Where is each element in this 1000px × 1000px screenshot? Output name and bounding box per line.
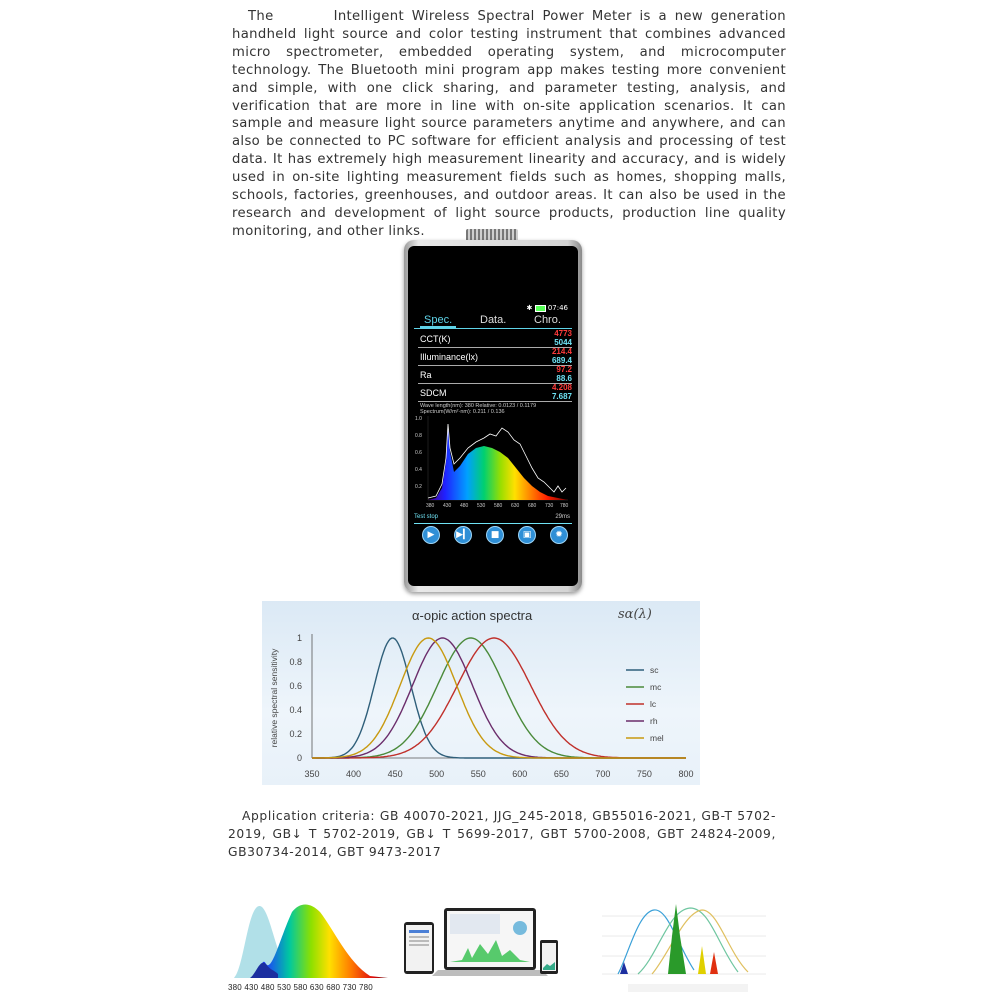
series-line-rh bbox=[312, 638, 686, 758]
x-tick-label: 700 bbox=[595, 769, 611, 779]
reading-value-1: 97.2 bbox=[556, 365, 572, 374]
reading-label: Ra bbox=[420, 370, 432, 380]
save-icon[interactable]: ▣ bbox=[518, 526, 536, 544]
legend-label-mc: mc bbox=[650, 682, 662, 692]
reading-row-sdcm bbox=[418, 384, 572, 402]
plot-xtick: 630 bbox=[511, 503, 520, 509]
criteria-text: Application criteria: GB 40070-2021, JJG_245-2018, GB55016-2021, GB-T 5702-2019, GB↓ T 5702-2019, GB↓ T 5699-2017, GBT 5700-2008, GBT 24824-2009, GB30734-2014, GBT 9473-2017 bbox=[228, 809, 776, 859]
integration-time: 29ms bbox=[555, 514, 570, 520]
tab-spec[interactable]: Spec. bbox=[424, 314, 453, 326]
reading-row-cct bbox=[418, 330, 572, 348]
plot-xtick: 430 bbox=[443, 503, 452, 509]
y-axis-label: relative spectral sensitivity bbox=[269, 648, 279, 748]
plot-xtick: 480 bbox=[460, 503, 469, 509]
plot-xtick: 530 bbox=[477, 503, 486, 509]
x-tick-label: 500 bbox=[429, 769, 445, 779]
plot-xtick: 580 bbox=[494, 503, 503, 509]
plot-ytick: 0.6 bbox=[415, 450, 422, 456]
reading-value-2: 7.687 bbox=[551, 392, 572, 401]
plot-ytick: 0.4 bbox=[415, 467, 422, 473]
series-line-sc bbox=[312, 638, 686, 758]
y-tick-label: 0.8 bbox=[289, 657, 302, 667]
plot-xlabels bbox=[426, 503, 569, 509]
x-tick-label: 550 bbox=[470, 769, 486, 779]
reading-value-1: 4773 bbox=[554, 329, 572, 338]
test-status: Test stop bbox=[414, 514, 439, 520]
plot-xtick: 680 bbox=[528, 503, 537, 509]
x-tick-label: 750 bbox=[636, 769, 652, 779]
bluetooth-icon: ✱ bbox=[526, 304, 533, 312]
status-time: 07:46 bbox=[547, 304, 568, 312]
x-tick-label: 650 bbox=[553, 769, 569, 779]
legend-label-rh: rh bbox=[650, 716, 658, 726]
opic-chart-title: α-opic action spectra bbox=[412, 608, 533, 623]
reading-row-illuminance bbox=[418, 348, 572, 366]
plot-xtick: 730 bbox=[545, 503, 554, 509]
thumb-devices-image bbox=[402, 904, 562, 984]
tab-data[interactable]: Data. bbox=[480, 314, 507, 326]
y-tick-label: 0.4 bbox=[289, 705, 302, 715]
reading-value-2: 88.6 bbox=[556, 374, 572, 383]
legend-label-sc: sc bbox=[650, 665, 659, 675]
thumb-opic-comparison bbox=[598, 896, 770, 996]
y-tick-label: 0.6 bbox=[289, 681, 302, 691]
device-button-row bbox=[418, 526, 572, 544]
plot-xtick: 380 bbox=[426, 503, 435, 509]
x-tick-label: 350 bbox=[304, 769, 320, 779]
thumb-spectrum-axis: 380 430 480 530 580 630 680 730 780 bbox=[228, 983, 373, 992]
reading-row-ra bbox=[418, 366, 572, 384]
plot-ylabels bbox=[415, 416, 422, 490]
opic-chart-svg bbox=[262, 601, 700, 785]
plot-xtick: 780 bbox=[560, 503, 569, 509]
y-tick-label: 0 bbox=[296, 753, 302, 763]
status-bar bbox=[526, 304, 568, 312]
stop-icon[interactable]: ■ bbox=[486, 526, 504, 544]
plot-ytick: 1.0 bbox=[415, 416, 422, 422]
plot-ytick: 0.2 bbox=[415, 484, 422, 490]
x-tick-label: 450 bbox=[387, 769, 403, 779]
battery-icon bbox=[535, 305, 546, 312]
reading-label: SDCM bbox=[420, 388, 447, 398]
intro-text: Intelligent Wireless Spectral Power Meter is a new generation handheld light source and color testing instrument that combines advanced micro spectrometer, embedded operating system, and microcomputer technology. The Bluetooth mini program app makes testing more convenient and simple, with one click sharing, and parameter testing, analysis, and verification that are more in line with on-site application scenarios. It can sample and measure light source parameters anytime and anywhere, and can also be connected to PC software for efficient analysis and processing of test data. It has extremely high measurement linearity and accuracy, and is widely used in on-site lighting measurement fields such as homes, shopping malls, schools, factories, greenhouses, and outdoor areas. It can also be used in the research and development of light source products, production line quality monitoring, and other links. bbox=[232, 9, 786, 239]
y-tick-label: 0.2 bbox=[289, 729, 302, 739]
device-tabs bbox=[414, 314, 572, 329]
series-line-lc bbox=[312, 638, 686, 758]
thumb-spectrum-image bbox=[230, 898, 392, 994]
series-line-mc bbox=[312, 638, 686, 758]
reading-label: CCT(K) bbox=[420, 334, 451, 344]
intro-the: The bbox=[248, 9, 274, 24]
legend-label-mel: mel bbox=[650, 733, 664, 743]
device-screen bbox=[408, 246, 578, 586]
tab-chro[interactable]: Chro. bbox=[534, 314, 561, 326]
application-criteria bbox=[228, 808, 776, 862]
opic-chart bbox=[262, 601, 700, 785]
x-tick-label: 800 bbox=[678, 769, 694, 779]
spectrum-info-line-1: Wave length(nm): 380 Relative: 0.0123 / 0.1179 bbox=[420, 403, 537, 409]
x-tick-label: 600 bbox=[512, 769, 528, 779]
series-line-mel bbox=[312, 638, 686, 758]
reading-value-2: 5044 bbox=[554, 338, 572, 347]
spectrum-info-line-2: Spectrum(W/m²·nm): 0.211 / 0.136 bbox=[420, 409, 505, 415]
device-bottom-bar bbox=[414, 514, 572, 524]
reading-value-1: 214.4 bbox=[551, 347, 572, 356]
y-tick-label: 1 bbox=[296, 633, 302, 643]
opic-chart-symbol: sα(λ) bbox=[618, 607, 652, 622]
play-icon[interactable]: ▶ bbox=[422, 526, 440, 544]
x-tick-label: 400 bbox=[346, 769, 362, 779]
legend-label-lc: lc bbox=[650, 699, 657, 709]
intro-paragraph bbox=[232, 8, 786, 241]
device-spectrum-plot bbox=[414, 412, 572, 514]
step-icon[interactable]: ▶▎ bbox=[454, 526, 472, 544]
settings-icon[interactable]: ✹ bbox=[550, 526, 568, 544]
reading-label: Illuminance(lx) bbox=[420, 352, 479, 362]
readings-list bbox=[418, 330, 572, 402]
reading-value-2: 689.4 bbox=[551, 356, 572, 365]
plot-ytick: 0.8 bbox=[415, 433, 422, 439]
reading-value-1: 4.208 bbox=[551, 383, 572, 392]
